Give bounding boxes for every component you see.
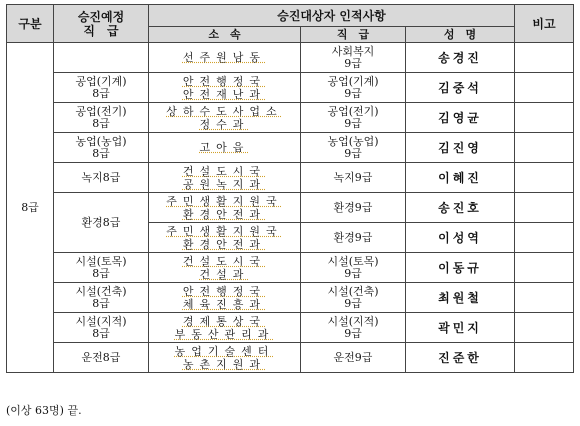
note-cell xyxy=(515,43,574,73)
dept-cell xyxy=(149,253,301,283)
dept-cell xyxy=(149,163,301,193)
planned-rank-cell: 공업(기계) 8급 xyxy=(54,73,149,103)
dept-line: 환경안전과 xyxy=(182,207,267,221)
note-cell xyxy=(515,133,574,163)
dept-cell xyxy=(149,103,301,133)
table-row xyxy=(7,193,574,223)
header-category: 구분 xyxy=(7,5,54,43)
group-label: 8급 xyxy=(7,43,54,373)
dept-line: 부동산관리과 xyxy=(174,327,275,341)
note-cell xyxy=(515,223,574,253)
planned-rank-cell xyxy=(54,43,149,73)
header-note: 비고 xyxy=(515,5,574,43)
name-cell: 진준한 xyxy=(406,343,515,373)
table-row xyxy=(7,73,574,103)
planned-rank-cell: 환경8급 xyxy=(54,193,149,253)
dept-line: 선주원남동 xyxy=(182,51,267,64)
dept-line: 농촌지원과 xyxy=(182,357,267,371)
dept-line: 정수과 xyxy=(199,117,250,131)
rank-cell: 시설(토목) 9급 xyxy=(301,253,406,283)
note-cell xyxy=(515,73,574,103)
table-row xyxy=(7,313,574,343)
note-cell xyxy=(515,343,574,373)
rank-cell: 농업(농업) 9급 xyxy=(301,133,406,163)
name-cell: 송경진 xyxy=(406,43,515,73)
dept-line: 환경안전과 xyxy=(182,237,267,251)
rank-cell: 환경9급 xyxy=(301,193,406,223)
table-row xyxy=(7,163,574,193)
dept-line: 건설도시국 xyxy=(182,164,267,178)
header-rank: 직 급 xyxy=(301,27,406,43)
note-cell xyxy=(515,283,574,313)
table-row xyxy=(7,103,574,133)
rank-cell: 공업(기계) 9급 xyxy=(301,73,406,103)
dept-cell xyxy=(149,43,301,73)
dept-line: 안전재난과 xyxy=(182,87,267,101)
dept-line: 상하수도사업소 xyxy=(166,104,283,118)
dept-line: 농업기술센터 xyxy=(174,344,275,358)
table-body xyxy=(7,43,574,373)
rank-cell: 공업(전기) 9급 xyxy=(301,103,406,133)
dept-cell xyxy=(149,193,301,223)
rank-cell: 시설(지적) 9급 xyxy=(301,313,406,343)
rank-cell: 운전9급 xyxy=(301,343,406,373)
name-cell: 김중석 xyxy=(406,73,515,103)
note-cell xyxy=(515,103,574,133)
table-row xyxy=(7,43,574,73)
header-name: 성 명 xyxy=(406,27,515,43)
name-cell: 송진호 xyxy=(406,193,515,223)
table-row xyxy=(7,343,574,373)
dept-line: 건설과 xyxy=(199,267,250,281)
name-cell: 이혜진 xyxy=(406,163,515,193)
note-cell xyxy=(515,253,574,283)
name-cell: 곽민지 xyxy=(406,313,515,343)
dept-line: 안전행정국 xyxy=(182,284,267,298)
dept-line: 건설도시국 xyxy=(182,254,267,268)
planned-rank-cell: 녹지8급 xyxy=(54,163,149,193)
name-cell: 최원철 xyxy=(406,283,515,313)
dept-line: 주민생활지원국 xyxy=(166,224,283,238)
name-cell: 이동규 xyxy=(406,253,515,283)
promotion-table xyxy=(6,4,574,373)
rank-cell: 환경9급 xyxy=(301,223,406,253)
note-cell xyxy=(515,193,574,223)
dept-line: 공원녹지과 xyxy=(182,177,267,191)
rank-cell: 시설(건축) 9급 xyxy=(301,283,406,313)
rank-cell: 녹지9급 xyxy=(301,163,406,193)
note-cell xyxy=(515,163,574,193)
dept-cell xyxy=(149,343,301,373)
rank-cell: 사회복지 9급 xyxy=(301,43,406,73)
planned-rank-cell: 공업(전기) 8급 xyxy=(54,103,149,133)
dept-cell xyxy=(149,313,301,343)
planned-rank-cell: 시설(건축) 8급 xyxy=(54,283,149,313)
planned-rank-cell: 농업(농업) 8급 xyxy=(54,133,149,163)
header-personnel: 승진대상자 인적사항 xyxy=(149,5,515,27)
name-cell: 이성역 xyxy=(406,223,515,253)
header-dept: 소 속 xyxy=(149,27,301,43)
dept-line: 체육진흥과 xyxy=(182,297,267,311)
dept-cell xyxy=(149,133,301,163)
dept-line: 고아읍 xyxy=(199,141,250,154)
dept-cell xyxy=(149,223,301,253)
table-row xyxy=(7,253,574,283)
dept-cell xyxy=(149,73,301,103)
dept-line: 경제통상국 xyxy=(182,314,267,328)
header-planned-rank: 승진예정 직 급 xyxy=(54,5,149,43)
table-row xyxy=(7,133,574,163)
dept-cell xyxy=(149,283,301,313)
dept-line: 주민생활지원국 xyxy=(166,194,283,208)
note-cell xyxy=(515,313,574,343)
table-row xyxy=(7,283,574,313)
planned-rank-cell: 시설(토목) 8급 xyxy=(54,253,149,283)
name-cell: 김진영 xyxy=(406,133,515,163)
planned-rank-cell: 운전8급 xyxy=(54,343,149,373)
footer-note: (이상 63명) 끝. xyxy=(6,404,82,417)
name-cell: 김영균 xyxy=(406,103,515,133)
planned-rank-cell: 시설(지적) 8급 xyxy=(54,313,149,343)
dept-line: 안전행정국 xyxy=(182,74,267,88)
